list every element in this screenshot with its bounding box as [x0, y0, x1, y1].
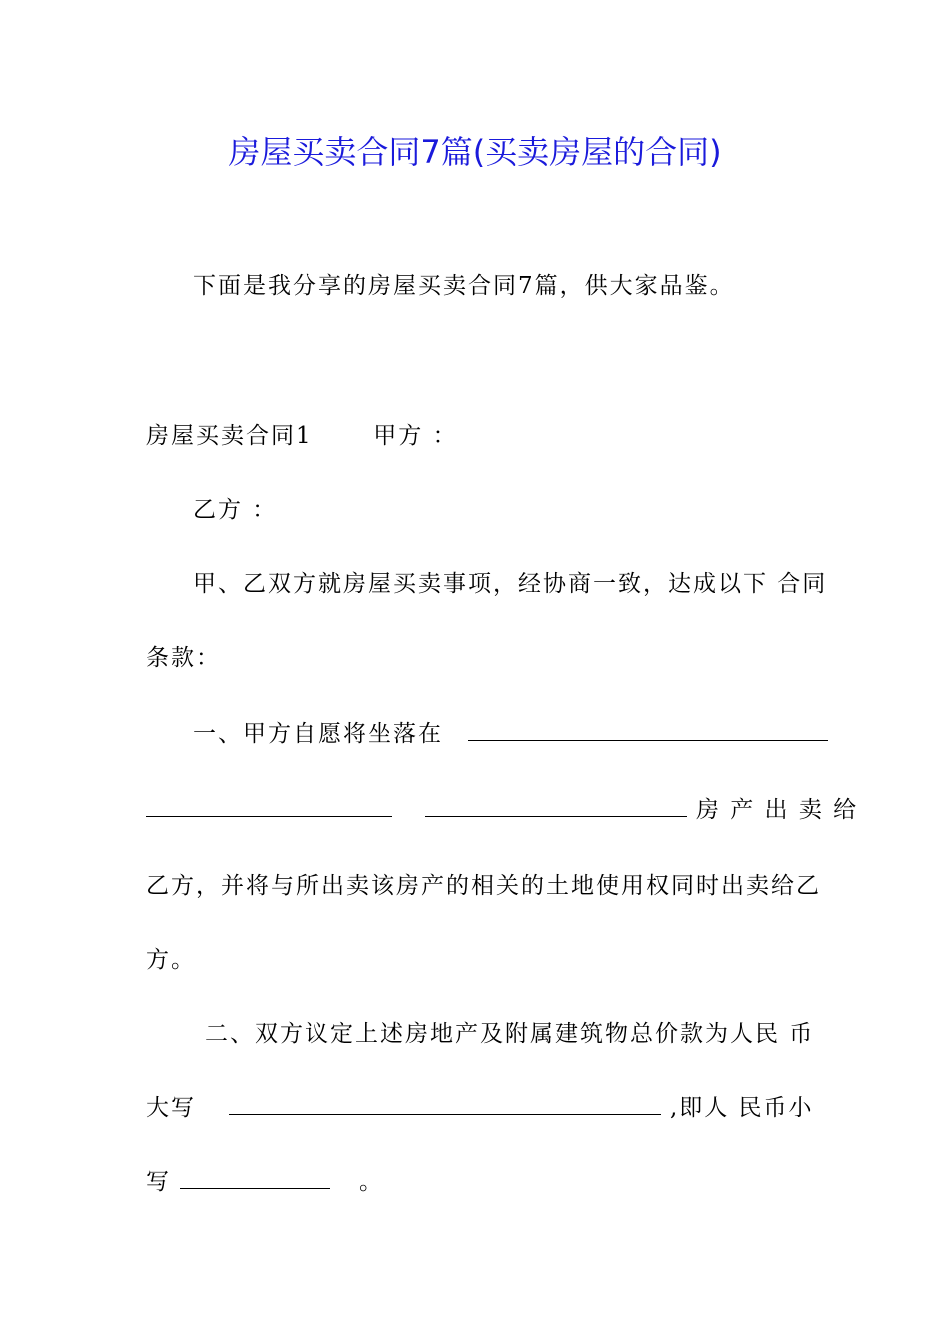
- clause-2-line-3: [146, 1164, 384, 1200]
- party-a-label: 甲方 ：: [373, 423, 458, 449]
- clause-2-xie: 写: [146, 1169, 171, 1195]
- preamble-line-2: 条款：: [146, 645, 221, 671]
- amount-uppercase-blank: [229, 1096, 661, 1115]
- contract-heading-line: [146, 418, 458, 454]
- clause-2-line-1: 二、双方议定上述房地产及附属建筑物总价款为人民 币: [205, 1021, 815, 1047]
- location-blank-2: [146, 798, 392, 817]
- clause-2-rmb-small: ,即人 民币小: [669, 1095, 814, 1121]
- contract-heading: 房屋买卖合同1: [146, 423, 313, 449]
- clause-2-line-2: [146, 1090, 814, 1126]
- intro-paragraph: 下面是我分享的房屋买卖合同7篇，供大家品鉴。: [193, 273, 735, 299]
- location-blank: [468, 722, 828, 741]
- location-blank-3: [425, 798, 687, 817]
- clause-2-daxie: 大写: [146, 1095, 196, 1121]
- preamble-line-1: 甲、乙双方就房屋买卖事项，经协商一致，达成以下 合同: [193, 571, 828, 597]
- document-title: 房屋买卖合同7篇(买卖房屋的合同): [228, 133, 722, 171]
- clause-1-line-2: [146, 792, 858, 828]
- clause-1-line-4: 方。: [146, 947, 196, 973]
- party-b-label: 乙方 ：: [193, 497, 278, 523]
- clause-1-prefix: 一、甲方自愿将坐落在: [193, 721, 443, 747]
- amount-lowercase-blank: [180, 1170, 330, 1189]
- clause-1-line-1: [193, 716, 828, 752]
- clause-1-line-3: 乙方，并将与所出卖该房产的相关的土地使用权同时出卖给乙: [146, 873, 821, 899]
- clause-1-suffix: 房 产 出 卖 给: [695, 797, 859, 823]
- clause-2-end: 。: [358, 1169, 384, 1195]
